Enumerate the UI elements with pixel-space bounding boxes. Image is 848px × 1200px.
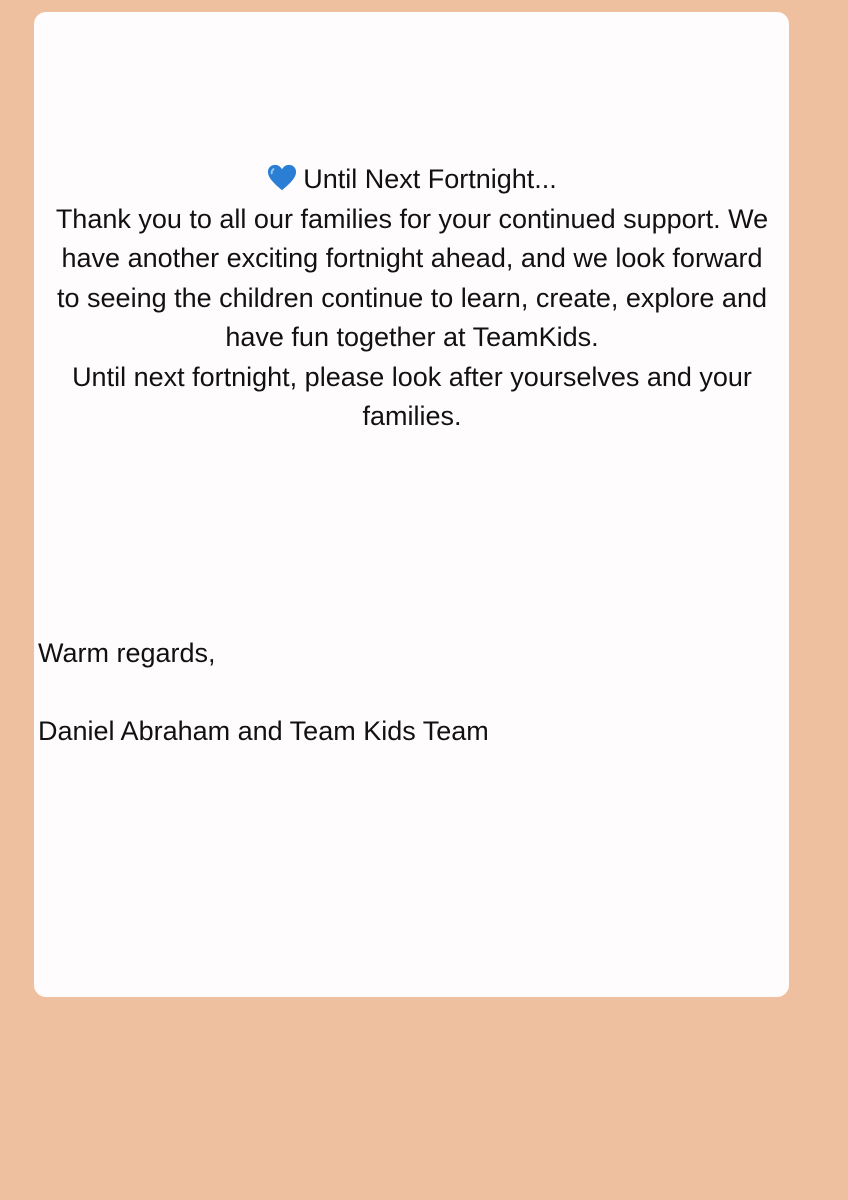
signoff xyxy=(38,634,489,751)
heading-text: Until Next Fortnight... xyxy=(303,164,557,194)
signature-line: Daniel Abraham and Team Kids Team xyxy=(38,716,489,746)
closing-line: Warm regards, xyxy=(38,638,216,668)
letter-card xyxy=(34,12,789,997)
thank-you-paragraph: Thank you to all our families for your continued support. We have another exciting fortnight ahead, and we look forward to seeing the children continue to learn, create, explore and have fun together at TeamKids. xyxy=(55,203,769,352)
letter-heading xyxy=(48,160,776,200)
signoff-spacer xyxy=(38,673,489,712)
blue-heart-icon xyxy=(267,163,297,193)
letter-message xyxy=(48,160,776,437)
farewell-paragraph: Until next fortnight, please look after yourselves and your families. xyxy=(72,361,752,431)
